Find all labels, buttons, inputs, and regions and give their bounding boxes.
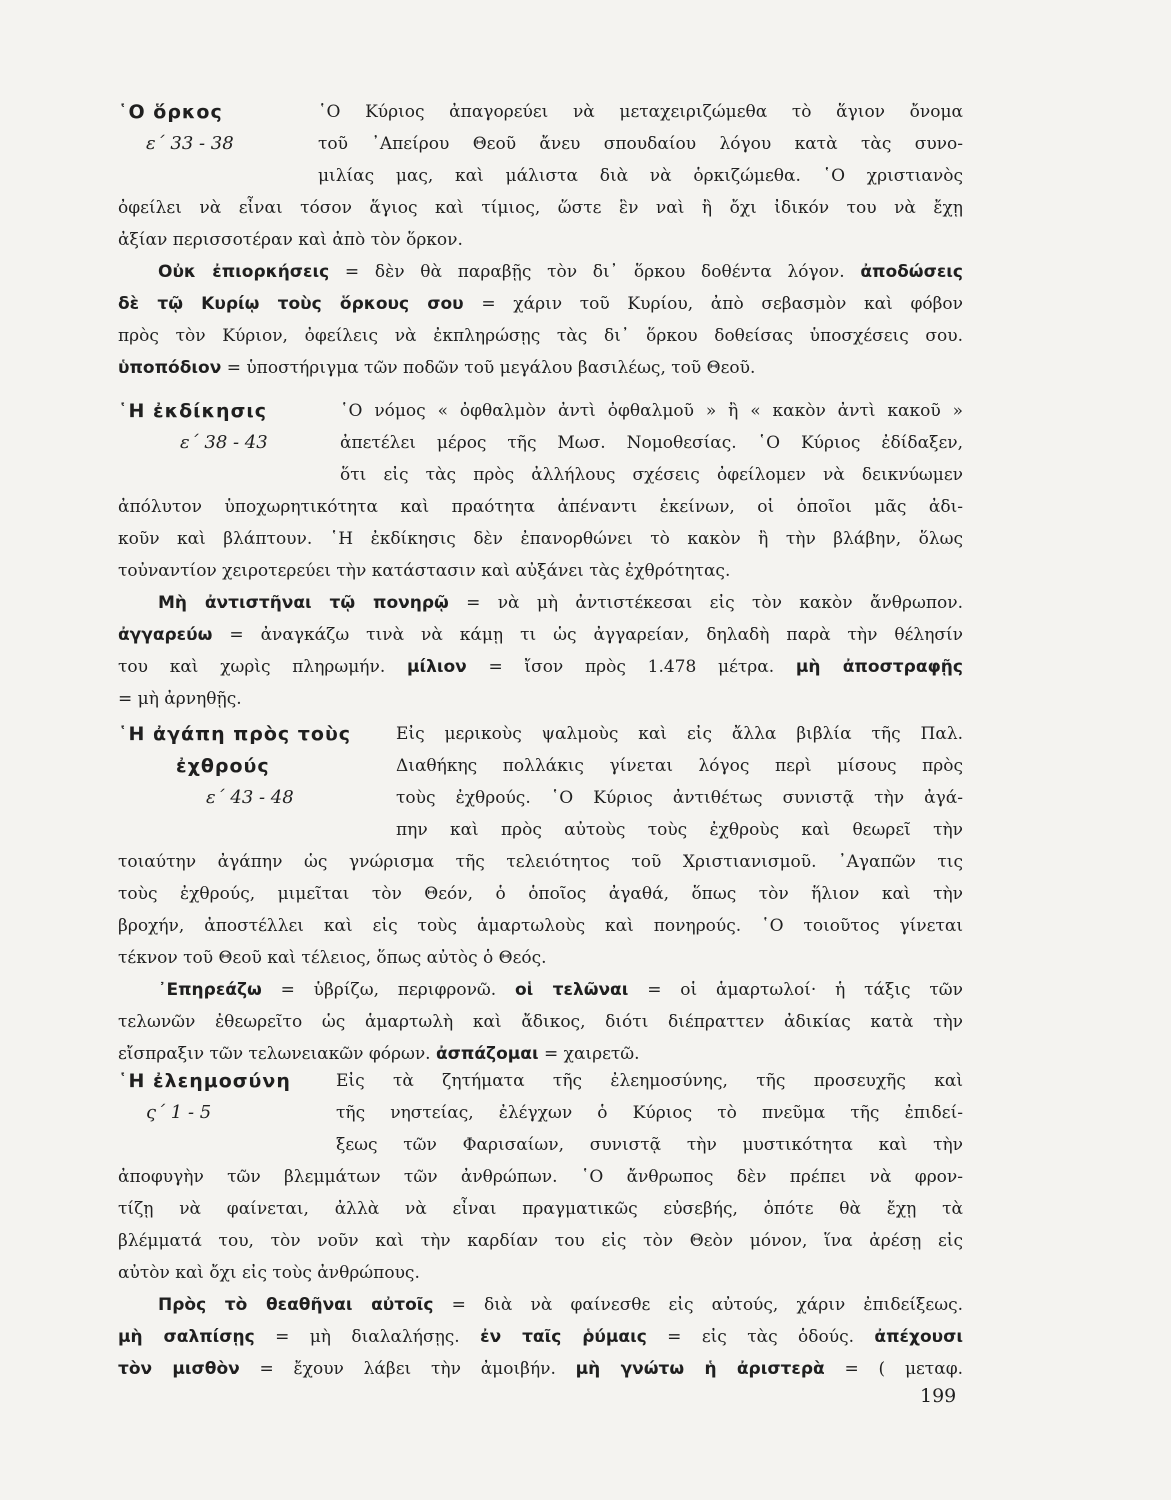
glossary-term: ᾽Επηρεάζω: [158, 980, 262, 1000]
glossary-definition: = χάριν τοῦ Κυρίου, ἀπὸ σεβασμὸν καὶ φόβον: [463, 294, 963, 314]
text-line: βλέμματά του, τὸν νοῦν καὶ τὴν καρδίαν του εἰς τὸν Θεὸν μόνον, ἵνα ἀρέσῃ εἰς: [118, 1231, 963, 1251]
glossary-line: [118, 587, 963, 619]
text-line: ἀξίαν περισσοτέραν καὶ ἀπὸ τὸν ὅρκον.: [118, 230, 463, 250]
glossary-definition: = ὑποστήριγμα τῶν ποδῶν τοῦ μεγάλου βασιλέως, τοῦ Θεοῦ.: [221, 358, 756, 378]
glossary-term: ἀσπάζομαι: [436, 1044, 539, 1064]
text-line: ἀποφυγὴν τῶν βλεμμάτων τῶν ἀνθρώπων. ῾Ο ἄνθρωπος δὲν πρέπει νὰ φρον-: [118, 1167, 963, 1187]
glossary-definition: = ( μεταφ.: [824, 1359, 963, 1379]
glossary-definition: = ἴσον πρὸς 1.478 μέτρα.: [466, 657, 796, 677]
text-line: κοῦν καὶ βλάπτουν. ῾Η ἐκδίκησις δὲν ἐπανορθώνει τὸ κακὸν ἢ τὴν βλάβην, ὅλως: [118, 529, 963, 549]
glossary-term: μὴ γνώτω ἡ ἀριστερὰ: [575, 1359, 825, 1379]
text-line: αὐτὸν καὶ ὄχι εἰς τοὺς ἀνθρώπους.: [118, 1263, 420, 1283]
section-title: ῾Η ἀγάπη πρὸς τοὺς: [118, 723, 352, 745]
text-line: Εἰς τὰ ζητήματα τῆς ἐλεημοσύνης, τῆς προσευχῆς καὶ: [336, 1071, 963, 1091]
text-line: Διαθήκης πολλάκις γίνεται λόγος περὶ μίσους πρὸς: [396, 756, 963, 776]
text-line: τελωνῶν ἐθεωρεῖτο ὡς ἁμαρτωλὴ καὶ ἄδικος, διότι διέπραττεν ἀδικίας κατὰ τὴν: [118, 1012, 963, 1032]
glossary-definition: = μὴ ἀρνηθῇς.: [118, 689, 242, 709]
section-title: ῾Η ἐλεημοσύνη: [118, 1070, 291, 1092]
section-oath: [118, 96, 963, 384]
glossary-definition: = δὲν θὰ παραβῇς τὸν δι᾽ ὅρκου δοθέντα λόγον.: [329, 262, 861, 282]
glossary-definition: = ἔχουν λάβει τὴν ἀμοιβήν.: [239, 1359, 576, 1379]
glossary-line: [118, 1321, 963, 1353]
glossary-line: [118, 974, 963, 1006]
glossary-term: ἀγγαρεύω: [118, 625, 213, 645]
section-almsgiving: [118, 1065, 963, 1385]
text-line: ὅτι εἰς τὰς πρὸς ἀλλήλους σχέσεις ὀφείλομεν νὰ δεικνύωμεν: [340, 465, 963, 485]
text-line: βροχήν, ἀποστέλλει καὶ εἰς τοὺς ἁμαρτωλοὺς καὶ πονηρούς. ῾Ο τοιοῦτος γίνεται: [118, 916, 963, 936]
glossary-definition: = ἀναγκάζω τινὰ νὰ κάμῃ τι ὡς ἀγγαρείαν, δηλαδὴ παρὰ τὴν θέλησίν: [212, 625, 963, 645]
glossary-term: τὸν μισθὸν: [118, 1359, 240, 1379]
section-title: ῾Η ἐκδίκησις: [118, 400, 268, 422]
section-title: ἐχθρούς: [176, 755, 270, 777]
glossary-definition: = ὑβρίζω, περιφρονῶ.: [261, 980, 515, 1000]
section-love-enemies: [118, 718, 963, 1070]
glossary-term: ὑποπόδιον: [118, 358, 222, 378]
glossary-line: [118, 1289, 963, 1321]
glossary-term: Μὴ ἀντιστῆναι τῷ πονηρῷ: [158, 593, 449, 613]
glossary-term: Οὐκ ἐπιορκήσεις: [158, 262, 330, 282]
text-line: τοὺς ἐχθρούς, μιμεῖται τὸν Θεόν, ὁ ὁποῖος ἀγαθά, ὅπως τὸν ἥλιον καὶ τὴν: [118, 884, 963, 904]
verse-reference: ε΄ 38 - 43: [180, 432, 268, 453]
text-line: ξεως τῶν Φαρισαίων, συνιστᾷ τὴν μυστικότητα καὶ τὴν: [336, 1135, 963, 1155]
text-line: τέκνον τοῦ Θεοῦ καὶ τέλειος, ὅπως αὐτὸς ὁ Θεός.: [118, 948, 547, 968]
glossary-line: [118, 256, 963, 288]
text-line: τοὺς ἐχθρούς. ῾Ο Κύριος ἀντιθέτως συνιστᾷ τὴν ἀγά-: [396, 788, 963, 808]
text-line: εἴσπραξιν τῶν τελωνειακῶν φόρων.: [118, 1044, 436, 1064]
text-line: τῆς νηστείας, ἐλέγχων ὁ Κύριος τὸ πνεῦμα τῆς ἐπιδεί-: [336, 1103, 963, 1123]
glossary-term: μὴ ἀποστραφῇς: [795, 657, 963, 677]
glossary-line: [118, 288, 963, 320]
text-line: ὀφείλει νὰ εἶναι τόσον ἅγιος καὶ τίμιος, ὥστε ἓν ναὶ ἢ ὄχι ἰδικόν του νὰ ἔχῃ: [118, 198, 963, 218]
text-line: ῾Ο νόμος « ὀφθαλμὸν ἀντὶ ὀφθαλμοῦ » ἢ « κακὸν ἀντὶ κακοῦ »: [340, 401, 963, 421]
text-line: τοιαύτην ἀγάπην ὡς γνώρισμα τῆς τελειότητος τοῦ Χριστιανισμοῦ. ᾽Αγαπῶν τις: [118, 852, 963, 872]
glossary-definition: = διὰ νὰ φαίνεσθε εἰς αὐτούς, χάριν ἐπιδείξεως.: [433, 1295, 963, 1315]
glossary-term: ἀποδώσεις: [860, 262, 963, 282]
glossary-term: Πρὸς τὸ θεαθῆναι αὐτοῖς: [158, 1295, 434, 1315]
glossary-term: οἱ τελῶναι: [515, 980, 629, 1000]
glossary-line: [118, 619, 963, 651]
verse-reference: ε΄ 43 - 48: [206, 787, 294, 808]
text-line: τοὐναντίον χειροτερεύει τὴν κατάστασιν καὶ αὐξάνει τὰς ἐχθρότητας.: [118, 561, 731, 581]
text-line: ῾Ο Κύριος ἀπαγορεύει νὰ μεταχειριζώμεθα τὸ ἅγιον ὄνομα: [318, 102, 963, 122]
glossary-term: μίλιον: [406, 657, 467, 677]
text-line: τοῦ ᾽Απείρου Θεοῦ ἄνευ σπουδαίου λόγου κατὰ τὰς συνο-: [318, 134, 963, 154]
text-line: τίζῃ νὰ φαίνεται, ἀλλὰ νὰ εἶναι πραγματικῶς εὐσεβής, ὁπότε θὰ ἔχῃ τὰ: [118, 1199, 963, 1219]
section-revenge: [118, 395, 963, 715]
glossary-term: δὲ τῷ Κυρίῳ τοὺς ὅρκους σου: [118, 294, 464, 314]
glossary-line: [118, 1353, 963, 1385]
glossary-definition: = οἱ ἁμαρτωλοί· ἡ τάξις τῶν: [628, 980, 964, 1000]
section-title: ῾Ο ὅρκος: [118, 101, 223, 123]
verse-reference: ε΄ 33 - 38: [146, 133, 234, 154]
glossary-line: [118, 651, 963, 683]
glossary-term: μὴ σαλπίσῃς: [118, 1327, 255, 1347]
glossary-line: [118, 352, 963, 384]
glossary-definition: = εἰς τὰς ὁδούς.: [646, 1327, 875, 1347]
text-line: του καὶ χωρὶς πληρωμήν.: [118, 657, 407, 677]
text-line: ἀπόλυτον ὑποχωρητικότητα καὶ πραότητα ἀπέναντι ἐκείνων, οἱ ὁποῖοι μᾶς ἀδι-: [118, 497, 963, 517]
page-number: 199: [920, 1385, 957, 1407]
glossary-definition: = μὴ διαλαλήσῃς.: [254, 1327, 481, 1347]
text-line: πην καὶ πρὸς αὐτοὺς τοὺς ἐχθροὺς καὶ θεωρεῖ τὴν: [396, 820, 963, 840]
text-line: Εἰς μερικοὺς ψαλμοὺς καὶ εἰς ἄλλα βιβλία τῆς Παλ.: [396, 724, 963, 744]
glossary-term: ἀπέχουσι: [874, 1327, 963, 1347]
text-line: ἀπετέλει μέρος τῆς Μωσ. Νομοθεσίας. ῾Ο Κύριος ἐδίδαξεν,: [340, 433, 963, 453]
verse-reference: ς΄ 1 - 5: [146, 1102, 212, 1123]
glossary-term: ἐν ταῖς ῥύμαις: [480, 1327, 647, 1347]
glossary-definition: = χαιρετῶ.: [538, 1044, 640, 1064]
glossary-definition: = νὰ μὴ ἀντιστέκεσαι εἰς τὸν κακὸν ἄνθρωπον.: [448, 593, 963, 613]
text-line: πρὸς τὸν Κύριον, ὀφείλεις νὰ ἐκπληρώσῃς τὰς δι᾽ ὅρκου δοθείσας ὑποσχέσεις σου.: [118, 326, 963, 346]
text-line: μιλίας μας, καὶ μάλιστα διὰ νὰ ὁρκιζώμεθα. ῾Ο χριστιανὸς: [318, 166, 963, 186]
